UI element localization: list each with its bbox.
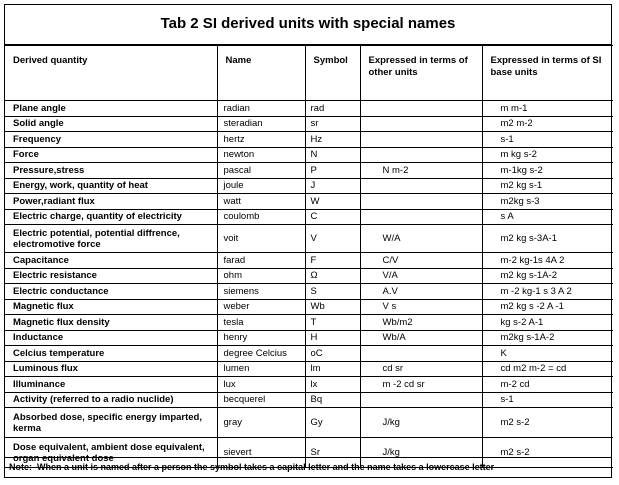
cell-derived-quantity: Electric potential, potential diffrence, electromotive force [5, 225, 217, 253]
cell-base-units: m-2 kg-1s 4A 2 [482, 253, 613, 269]
cell-base-units: m2 s-2 [482, 408, 613, 438]
cell-derived-quantity: Solid angle [5, 116, 217, 132]
cell-other-units: cd sr [360, 361, 482, 377]
cell-other-units [360, 178, 482, 194]
cell-base-units: m -2 kg-1 s 3 A 2 [482, 284, 613, 300]
cell-symbol: N [305, 147, 360, 163]
cell-derived-quantity: Dose equivalent, ambient dose equivalent, organ equivalent dose [5, 438, 217, 468]
cell-other-units [360, 346, 482, 362]
cell-base-units: s-1 [482, 392, 613, 408]
table-row [5, 132, 613, 148]
cell-symbol: J [305, 178, 360, 194]
cell-name: gray [217, 408, 305, 438]
table-row [5, 101, 613, 117]
cell-name: sievert [217, 438, 305, 468]
cell-symbol: rad [305, 101, 360, 117]
cell-base-units: m-1kg s-2 [482, 163, 613, 179]
cell-base-units: m m-1 [482, 101, 613, 117]
cell-symbol: H [305, 330, 360, 346]
cell-name: steradian [217, 116, 305, 132]
cell-name: degree Celcius [217, 346, 305, 362]
cell-name: siemens [217, 284, 305, 300]
cell-name: radian [217, 101, 305, 117]
cell-symbol: F [305, 253, 360, 269]
cell-other-units: Wb/m2 [360, 315, 482, 331]
cell-derived-quantity: Magnetic flux [5, 299, 217, 315]
cell-symbol: lx [305, 377, 360, 393]
cell-symbol: S [305, 284, 360, 300]
cell-derived-quantity: Power,radiant flux [5, 194, 217, 210]
table-row [5, 408, 613, 438]
table-row [5, 330, 613, 346]
table-title: Tab 2 SI derived units with special names [5, 5, 611, 45]
cell-symbol: Gy [305, 408, 360, 438]
cell-symbol: Wb [305, 299, 360, 315]
table-row [5, 268, 613, 284]
footnote-label: Note: [9, 462, 32, 472]
cell-base-units: m2 kg s-1A-2 [482, 268, 613, 284]
cell-name: lux [217, 377, 305, 393]
si-units-table-frame [4, 4, 612, 478]
cell-name: voit [217, 225, 305, 253]
cell-name: watt [217, 194, 305, 210]
cell-derived-quantity: Inductance [5, 330, 217, 346]
cell-derived-quantity: Electric charge, quantity of electricity [5, 209, 217, 225]
table-row [5, 225, 613, 253]
cell-derived-quantity: Absorbed dose, specific energy imparted, kerma [5, 408, 217, 438]
cell-base-units: m-2 cd [482, 377, 613, 393]
cell-other-units [360, 101, 482, 117]
table-row [5, 346, 613, 362]
table-row [5, 209, 613, 225]
cell-name: farad [217, 253, 305, 269]
cell-base-units: m2 m-2 [482, 116, 613, 132]
table-row [5, 163, 613, 179]
cell-base-units: K [482, 346, 613, 362]
footnote [5, 457, 611, 477]
cell-base-units: cd m2 m-2 = cd [482, 361, 613, 377]
cell-base-units: m2kg s-1A-2 [482, 330, 613, 346]
cell-base-units: m2 kg s -2 A -1 [482, 299, 613, 315]
cell-name: henry [217, 330, 305, 346]
cell-other-units: W/A [360, 225, 482, 253]
cell-other-units: V/A [360, 268, 482, 284]
cell-derived-quantity: Electric conductance [5, 284, 217, 300]
cell-symbol: T [305, 315, 360, 331]
cell-other-units: V s [360, 299, 482, 315]
cell-name: pascal [217, 163, 305, 179]
cell-base-units: kg s-2 A-1 [482, 315, 613, 331]
cell-base-units: m2 kg s-3A-1 [482, 225, 613, 253]
si-units-table [5, 45, 613, 468]
cell-symbol: P [305, 163, 360, 179]
cell-base-units: m2kg s-3 [482, 194, 613, 210]
header-name: Name [217, 46, 305, 101]
table-row [5, 194, 613, 210]
table-row [5, 253, 613, 269]
cell-name: lumen [217, 361, 305, 377]
cell-other-units [360, 194, 482, 210]
cell-derived-quantity: Plane angle [5, 101, 217, 117]
cell-name: joule [217, 178, 305, 194]
table-row [5, 361, 613, 377]
cell-other-units [360, 147, 482, 163]
cell-symbol: sr [305, 116, 360, 132]
cell-derived-quantity: Force [5, 147, 217, 163]
cell-base-units: m kg s-2 [482, 147, 613, 163]
header-base-units: Expressed in terms of SI base units [482, 46, 613, 101]
cell-symbol: W [305, 194, 360, 210]
cell-other-units: Wb/A [360, 330, 482, 346]
cell-other-units [360, 209, 482, 225]
cell-symbol: V [305, 225, 360, 253]
table-row [5, 147, 613, 163]
header-derived-quantity: Derived quantity [5, 46, 217, 101]
table-row [5, 284, 613, 300]
cell-symbol: Sr [305, 438, 360, 468]
cell-name: coulomb [217, 209, 305, 225]
cell-base-units: s-1 [482, 132, 613, 148]
table-row [5, 392, 613, 408]
header-symbol: Symbol [305, 46, 360, 101]
cell-derived-quantity: Activity (referred to a radio nuclide) [5, 392, 217, 408]
table-row [5, 116, 613, 132]
cell-other-units [360, 116, 482, 132]
cell-other-units: N m-2 [360, 163, 482, 179]
cell-other-units: A.V [360, 284, 482, 300]
header-other-units: Expressed in terms of other units [360, 46, 482, 101]
cell-symbol: C [305, 209, 360, 225]
cell-base-units: s A [482, 209, 613, 225]
cell-other-units: m -2 cd sr [360, 377, 482, 393]
footnote-text: When a unit is named after a person the symbol takes a capital letter and the name takes a lowercase letter [37, 462, 495, 472]
cell-symbol: Ω [305, 268, 360, 284]
header-row [5, 46, 613, 101]
cell-name: weber [217, 299, 305, 315]
cell-base-units: m2 s-2 [482, 438, 613, 468]
cell-derived-quantity: Luminous flux [5, 361, 217, 377]
cell-symbol: oC [305, 346, 360, 362]
table-row [5, 377, 613, 393]
cell-name: ohm [217, 268, 305, 284]
cell-derived-quantity: Capacitance [5, 253, 217, 269]
cell-name: hertz [217, 132, 305, 148]
cell-other-units [360, 132, 482, 148]
cell-base-units: m2 kg s-1 [482, 178, 613, 194]
cell-other-units: J/kg [360, 438, 482, 468]
cell-other-units: J/kg [360, 408, 482, 438]
cell-name: newton [217, 147, 305, 163]
cell-derived-quantity: Energy, work, quantity of heat [5, 178, 217, 194]
cell-derived-quantity: Pressure,stress [5, 163, 217, 179]
cell-derived-quantity: Illuminance [5, 377, 217, 393]
cell-name: becquerel [217, 392, 305, 408]
cell-symbol: Hz [305, 132, 360, 148]
cell-other-units: C/V [360, 253, 482, 269]
cell-other-units [360, 392, 482, 408]
cell-symbol: lm [305, 361, 360, 377]
cell-derived-quantity: Magnetic flux density [5, 315, 217, 331]
cell-symbol: Bq [305, 392, 360, 408]
table-row [5, 315, 613, 331]
table-row [5, 178, 613, 194]
cell-derived-quantity: Electric resistance [5, 268, 217, 284]
table-row [5, 299, 613, 315]
cell-derived-quantity: Frequency [5, 132, 217, 148]
cell-name: tesla [217, 315, 305, 331]
cell-derived-quantity: Celcius temperature [5, 346, 217, 362]
